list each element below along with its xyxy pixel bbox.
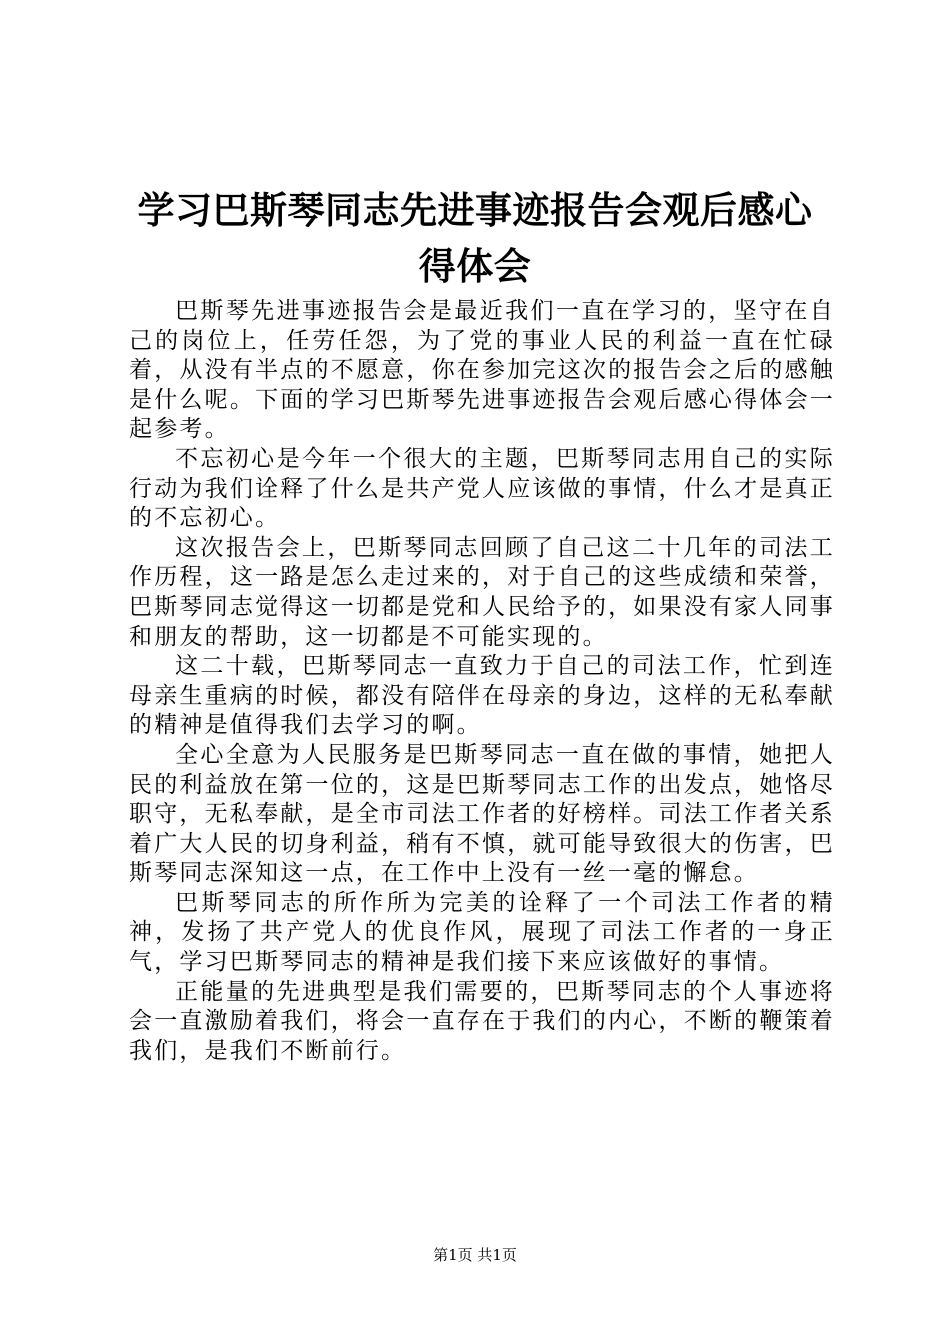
- paragraph: 全心全意为人民服务是巴斯琴同志一直在做的事情，她把人民的利益放在第一位的，这是巴斯琴同志工作的出发点，她恪尽职守，无私奉献，是全市司法工作者的好榜样。司法工作者关系着广大人民的切身利益，稍有不慎，就可能导致很大的伤害，巴斯琴同志深知这一点，在工作中上没有一丝一毫的懈怠。: [129, 741, 835, 887]
- document-title: 学习巴斯琴同志先进事迹报告会观后感心得体会: [137, 188, 813, 288]
- paragraph: 巴斯琴同志的所作所为完美的诠释了一个司法工作者的精神，发扬了共产党人的优良作风，展现了司法工作者的一身正气，学习巴斯琴同志的精神是我们接下来应该做好的事情。: [129, 889, 835, 976]
- page-footer: 第1页 共1页: [433, 1246, 517, 1264]
- paragraph: 这二十载，巴斯琴同志一直致力于自己的司法工作，忙到连母亲生重病的时候，都没有陪伴在母亲的身边，这样的无私奉献的精神是值得我们去学习的啊。: [129, 653, 835, 739]
- paragraph: 巴斯琴先进事迹报告会是最近我们一直在学习的，坚守在自己的岗位上，任劳任怨，为了党的事业人民的利益一直在忙碌着，从没有半点的不愿意，你在参加完这次的报告会之后的感触是什么呢。下面的学习巴斯琴先进事迹报告会观后感心得体会一起参考。: [129, 298, 835, 443]
- paragraph: 不忘初心是今年一个很大的主题，巴斯琴同志用自己的实际行动为我们诠释了什么是共产党人应该做的事情，什么才是真正的不忘初心。: [129, 445, 835, 532]
- paragraph: 正能量的先进典型是我们需要的，巴斯琴同志的个人事迹将会一直激励着我们，将会一直存在于我们的内心，不断的鞭策着我们，是我们不断前行。: [129, 978, 835, 1064]
- document-body: [129, 297, 835, 1066]
- paragraph: 这次报告会上，巴斯琴同志回顾了自己这二十几年的司法工作历程，这一路是怎么走过来的，对于自己的这些成绩和荣誉，巴斯琴同志觉得这一切都是党和人民给予的，如果没有家人同事和朋友的帮助，这一切都是不可能实现的。: [129, 534, 835, 650]
